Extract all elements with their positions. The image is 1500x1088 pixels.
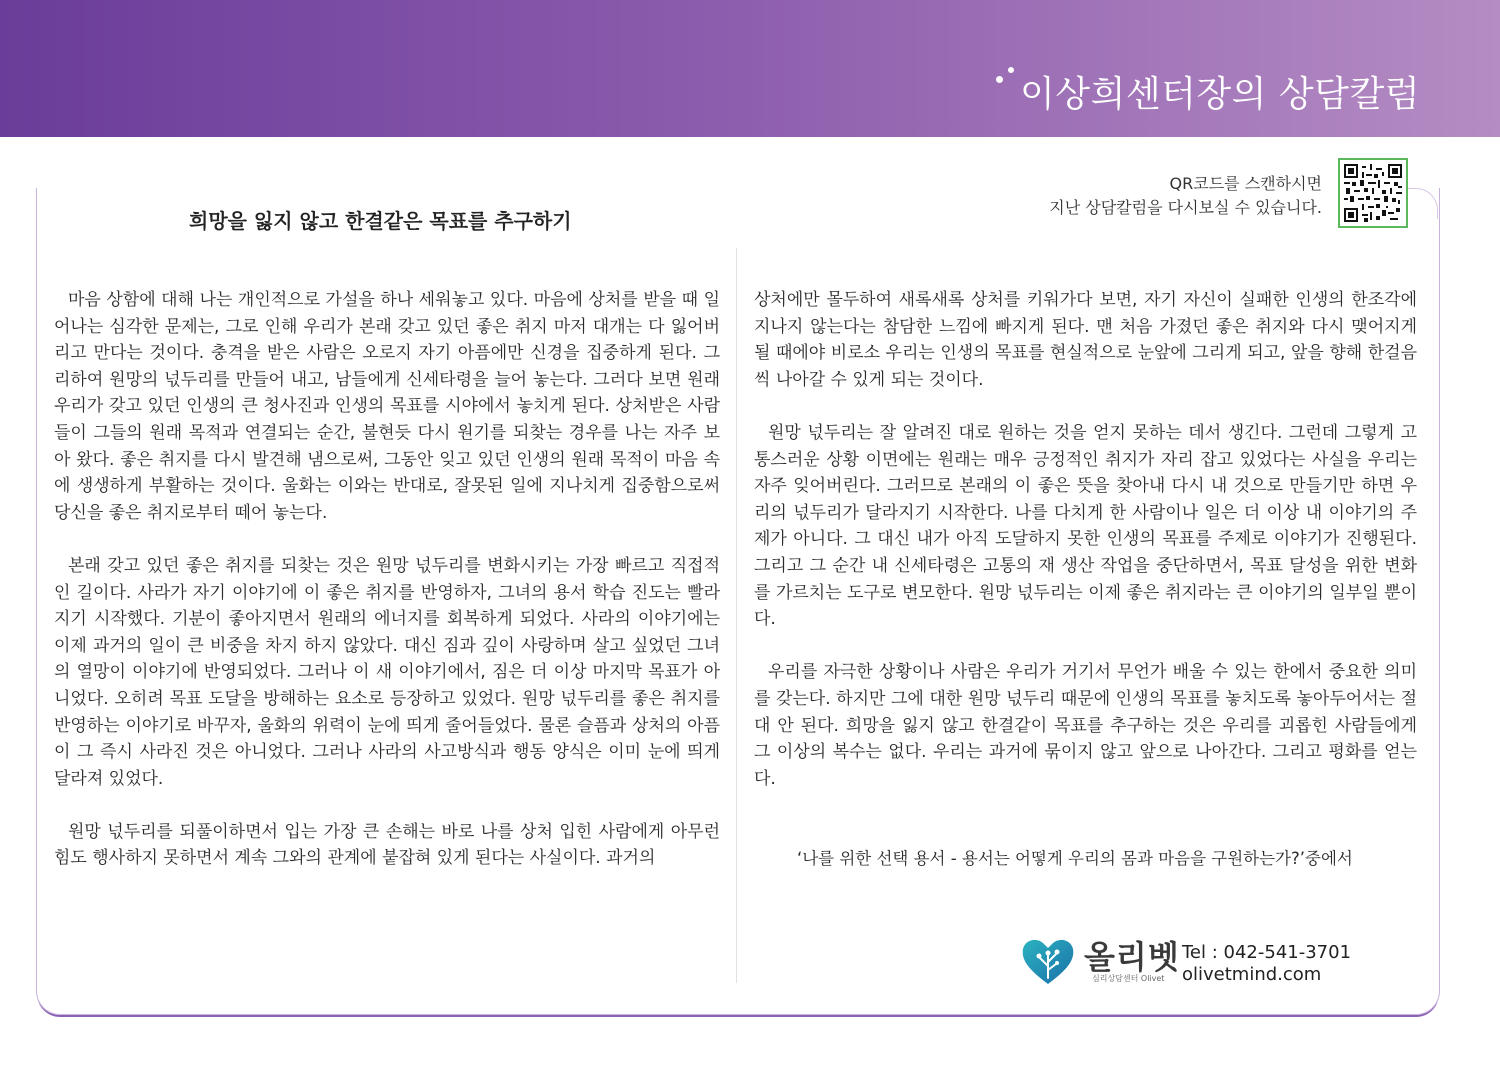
logo-subtitle: 심리상담센터 Olivet [1092, 974, 1165, 983]
qr-code[interactable] [1338, 158, 1408, 228]
qr-instruction [1049, 172, 1322, 220]
article-right-column [754, 287, 1417, 819]
column-series-title [1020, 66, 1420, 117]
qr-instruction-line-1: QR코드를 스캔하시면 [1169, 174, 1322, 193]
header-banner [0, 0, 1500, 137]
paragraph: 상처에만 몰두하여 새록새록 상처를 키워가다 보면, 자기 자신이 실패한 인생의 한조각에 지나지 않는다는 참담한 느낌에 빠지게 된다. 맨 처음 가졌던 좋은 취지와 다시 맺어지게 될 때에야 비로소 우리는 인생의 목표를 현실적으로 눈앞에 그리게 되고, 앞을 향해 한걸음씩 나아갈 수 있게 되는 것이다. [754, 290, 1417, 390]
title-bullet-icon [996, 76, 1003, 83]
olivet-heart-tree-icon [1019, 936, 1077, 986]
qr-code-icon [1344, 164, 1402, 222]
qr-instruction-line-2: 지난 상담칼럼을 다시보실 수 있습니다. [1049, 198, 1322, 217]
phone-number: Tel : 042-541-3701 [1182, 942, 1352, 963]
paragraph: 본래 갖고 있던 좋은 취지를 되찾는 것은 원망 넋두리를 변화시키는 가장 빠르고 직접적인 길이다. 사라가 자기 이야기에 이 좋은 취지를 반영하자, 그녀의 용서 학습 진도는 빨라지기 시작했다. 기분이 좋아지면서 원래의 에너지를 회복하게 되었다. 사라의 이야기에는 이제 과거의 일이 큰 비중을 차지 하지 않았다. 대신 짐과 깊이 사랑하며 살고 싶었던 그녀의 열망이 이야기에 반영되었다. 그러나 이 새 이야기에서, 짐은 더 이상 마지막 목표가 아니었다. 오히려 목표 도달을 방해하는 요소로 등장하고 있었다. 원망 넋두리를 좋은 취지를 반영하는 이야기로 바꾸자, 울화의 위력이 눈에 띄게 줄어들었다. 물론 슬픔과 상처의 아픔이 그 즉시 사라진 것은 아니었다. 그러나 사라의 사고방식과 행동 양식은 이미 눈에 띄게 달라져 있었다. [54, 555, 720, 789]
title-bullet-small-icon [1008, 67, 1014, 73]
paragraph: 원망 넋두리를 되풀이하면서 입는 가장 큰 손해는 바로 나를 상처 입힌 사람에게 아무런 힘도 행사하지 못하면서 계속 그와의 관계에 붙잡혀 있게 된다는 사실이다. 과거의 [54, 821, 720, 869]
source-citation: ‘나를 위한 선택 용서 - 용서는 어떻게 우리의 몸과 마음을 구원하는가?’중에서 [797, 849, 1353, 868]
paragraph: 우리를 자극한 상황이나 사람은 우리가 거기서 무언가 배울 수 있는 한에서 중요한 의미를 갖는다. 하지만 그에 대한 원망 넋두리 때문에 인생의 목표를 놓치도록 놓아두어서는 절대 안 된다. 희망을 잃지 않고 한결같이 목표를 추구하는 것은 우리를 괴롭힌 사람들에게 그 이상의 복수는 없다. 우리는 과거에 묶이지 않고 앞으로 나아간다. 그리고 평화를 얻는다. [754, 662, 1417, 789]
column-series-title-text: 이상희센터장의 상담칼럼 [1020, 74, 1420, 115]
column-divider [736, 248, 737, 983]
website-link[interactable]: olivetmind.com [1182, 964, 1322, 985]
paragraph: 마음 상함에 대해 나는 개인적으로 가설을 하나 세워놓고 있다. 마음에 상처를 받을 때 일어나는 심각한 문제는, 그로 인해 우리가 본래 갖고 있던 좋은 취지 마저 대개는 다 잃어버리고 만다는 것이다. 충격을 받은 사람은 오로지 자기 아픔에만 신경을 집중하게 된다. 그리하여 원망의 넋두리를 만들어 내고, 남들에게 신세타령을 늘어 놓는다. 그러다 보면 원래 우리가 갖고 있던 인생의 큰 청사진과 인생의 목표를 시야에서 놓치게 된다. 상처받은 사람들이 그들의 원래 목적과 연결되는 순간, 불현듯 다시 원기를 되찾는 경우를 나는 자주 보아 왔다. 좋은 취지를 다시 발견해 냄으로써, 그동안 잊고 있던 인생의 원래 목적이 마음 속에 생생하게 부활하는 것이다. 울화는 이와는 반대로, 잘못된 일에 지나치게 집중함으로써 당신을 좋은 취지로부터 떼어 놓는다. [54, 290, 720, 523]
contact-info [1182, 942, 1351, 986]
paragraph: 원망 넋두리는 잘 알려진 대로 원하는 것을 얻지 못하는 데서 생긴다. 그런데 그렇게 고통스러운 상황 이면에는 원래는 매우 긍정적인 취지가 자리 잡고 있었다는 사실을 우리는 자주 잊어버린다. 그러므로 본래의 이 좋은 뜻을 찾아내 다시 내 것으로 만들기만 하면 우리의 넋두리가 달라지기 시작한다. 나를 다치게 한 사람이나 일은 더 이상 내 이야기의 주제가 아니다. 그 대신 내가 아직 도달하지 못한 인생의 목표를 주제로 이야기가 진행된다. 그리고 그 순간 내 신세타령은 고통의 재 생산 작업을 중단하면서, 목표 달성을 위한 변화를 가르치는 도구로 변모한다. 원망 넋두리는 이제 좋은 취지라는 큰 이야기의 일부일 뿐이다. [754, 422, 1417, 630]
article-left-column [54, 287, 720, 899]
article-title: 희망을 잃지 않고 한결같은 목표를 추구하기 [189, 209, 572, 233]
logo-name: 올리벳 [1084, 938, 1180, 976]
